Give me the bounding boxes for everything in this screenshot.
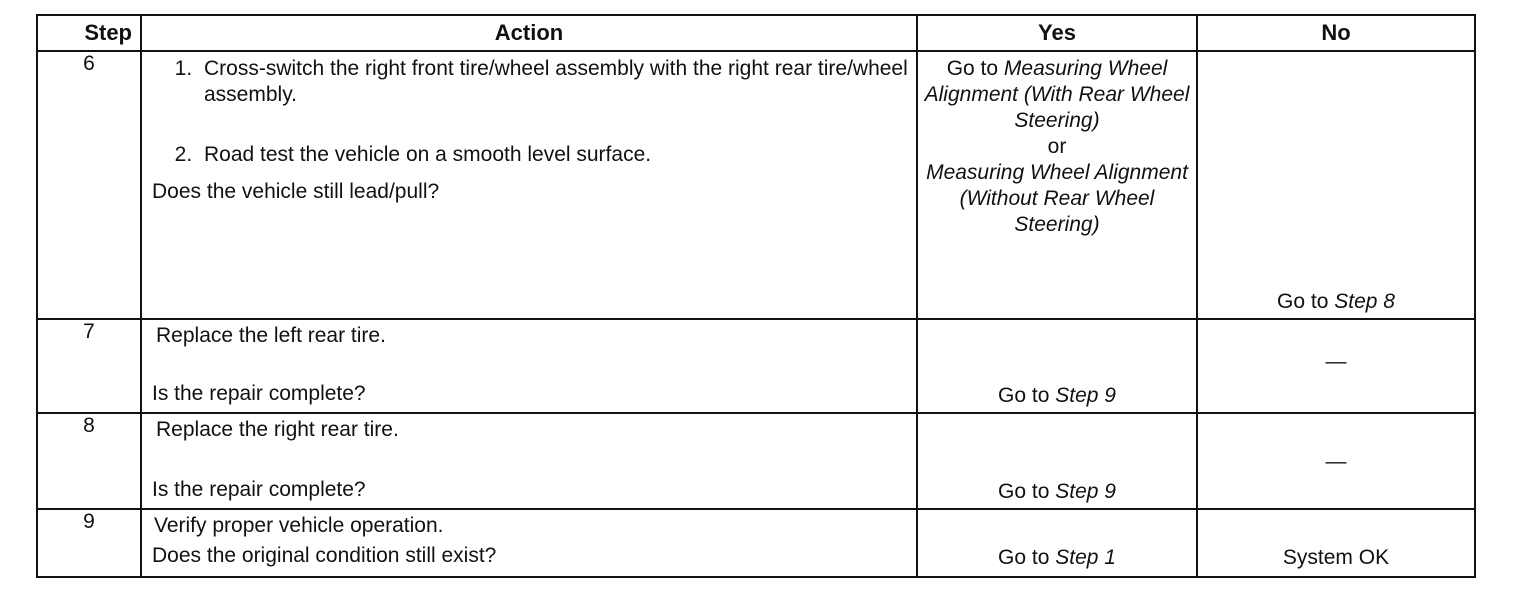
goto-text: Go to xyxy=(998,480,1050,503)
step-number: 6 xyxy=(37,51,141,319)
reference-link[interactable]: Step 1 xyxy=(1055,546,1116,569)
action-cell xyxy=(141,319,917,413)
reference-link[interactable]: Step 8 xyxy=(1334,290,1395,313)
action-cell xyxy=(141,413,917,509)
reference-link[interactable]: Measuring Wheel Alignment (With Rear Wheel Steering) xyxy=(924,57,1190,132)
step-number: 8 xyxy=(37,413,141,509)
yes-cell xyxy=(917,51,1197,319)
no-cell xyxy=(1197,51,1475,319)
reference-link[interactable]: Step 9 xyxy=(1055,384,1116,407)
no-cell xyxy=(1197,509,1475,577)
reference-link[interactable]: Step 9 xyxy=(1055,480,1116,503)
action-item: 2. Road test the vehicle on a smooth level surface. xyxy=(198,142,916,168)
yes-cell xyxy=(917,319,1197,413)
step-number: 7 xyxy=(37,319,141,413)
step-number: 9 xyxy=(37,509,141,577)
action-item: 1. Cross-switch the right front tire/wheel assembly with the right rear tire/wheel assembly. xyxy=(198,56,916,108)
question-text: Does the original condition still exist? xyxy=(152,544,497,567)
question-text: Does the vehicle still lead/pull? xyxy=(152,180,440,203)
no-value: System OK xyxy=(1282,546,1390,569)
table-row xyxy=(37,413,1475,509)
or-text: or xyxy=(1047,135,1067,158)
action-cell xyxy=(141,509,917,577)
table-row xyxy=(37,319,1475,413)
header-row xyxy=(37,15,1475,51)
action-cell xyxy=(141,51,917,319)
goto-text: Go to xyxy=(998,546,1050,569)
question-text: Is the repair complete? xyxy=(152,478,366,501)
action-list xyxy=(142,56,916,168)
no-value: — xyxy=(1325,350,1347,373)
no-cell xyxy=(1197,413,1475,509)
table-row xyxy=(37,509,1475,577)
goto-text: Go to xyxy=(1277,290,1329,313)
table-row xyxy=(37,51,1475,319)
action-text: Replace the right rear tire. xyxy=(156,418,399,441)
header-yes: Yes xyxy=(917,15,1197,51)
no-cell xyxy=(1197,319,1475,413)
reference-link[interactable]: Measuring Wheel Alignment (Without Rear Wheel Steering) xyxy=(926,161,1188,236)
no-value: — xyxy=(1325,450,1347,473)
yes-cell xyxy=(917,509,1197,577)
header-action: Action xyxy=(141,15,917,51)
goto-text: Go to xyxy=(946,57,999,80)
diagnostic-table xyxy=(36,14,1476,578)
action-text: Replace the left rear tire. xyxy=(156,324,386,347)
header-no: No xyxy=(1197,15,1475,51)
goto-text: Go to xyxy=(998,384,1050,407)
yes-cell xyxy=(917,413,1197,509)
header-step: Step xyxy=(37,15,141,51)
question-text: Is the repair complete? xyxy=(152,382,366,405)
action-text: Verify proper vehicle operation. xyxy=(154,514,444,537)
